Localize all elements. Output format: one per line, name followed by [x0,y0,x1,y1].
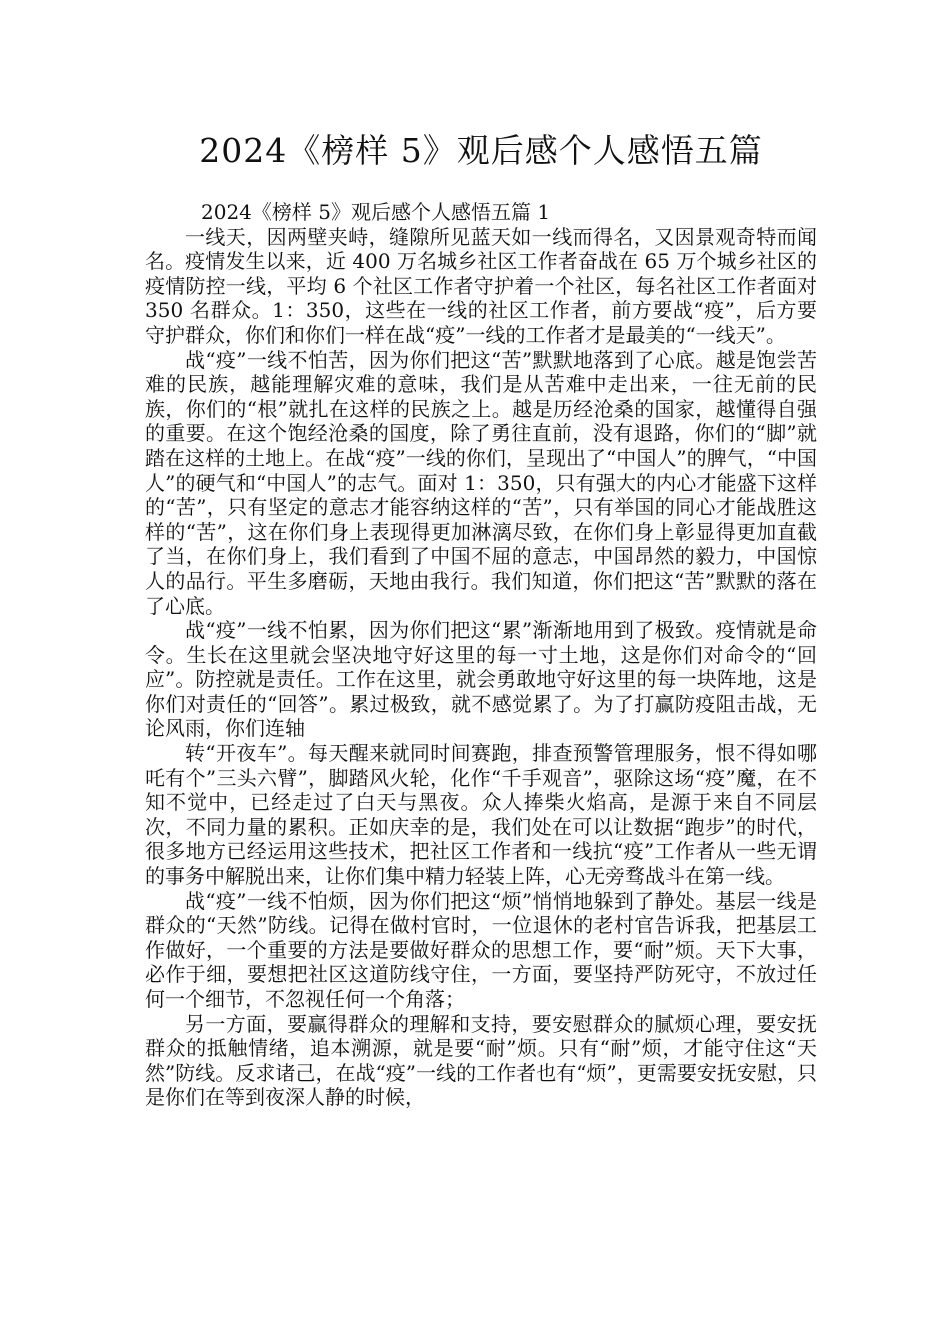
paragraph: 战“疫”一线不怕苦，因为你们把这“苦”默默地落到了心底。越是饱尝苦难的民族，越能理解灾难的意味，我们是从苦难中走出来，一往无前的民族，你们的“根”就扎在这样的民族之上。越是历经沧桑的国家，越懂得自强的重要。在这个饱经沧桑的国度，除了勇往直前，没有退路，你们的“脚”就踏在这样的土地上。在战“疫”一线的你们，呈现出了“中国人”的脾气，“中国人”的硬气和“中国人”的志气。面对 1：350，只有强大的内心才能盛下这样的“苦”，只有坚定的意志才能容纳这样的“苦”，只有举国的同心才能战胜这样的“苦”，这在你们身上表现得更加淋漓尽致，在你们身上彰显得更加直截了当，在你们身上，我们看到了中国不屈的意志，中国昂然的毅力，中国惊人的品行。平生多磨砺，天地由我行。我们知道，你们把这“苦”默默的落在了心底。 [145,347,817,618]
paragraph: 转“开夜车”。每天醒来就同时间赛跑，排查预警管理服务，恨不得如哪吒有个”三头六臂”，脚踏风火轮，化作“千手观音”，驱除这场“疫”魔，在不知不觉中，已经走过了白天与黑夜。众人捧柴火焰高，是源于来自不同层次，不同力量的累积。正如庆幸的是，我们处在可以让数据“跑步”的时代，很多地方已经运用这些技术，把社区工作者和一线抗“疫”工作者从一些无谓的事务中解脱出来，让你们集中精力轻装上阵，心无旁骛战斗在第一线。 [145,741,817,889]
paragraph: 另一方面，要赢得群众的理解和支持，要安慰群众的腻烦心理，要安抚群众的抵触情绪，追本溯源，就是要“耐”烦。只有“耐”烦，才能守住这“天然”防线。反求诸己，在战“疫”一线的工作者也有“烦”，更需要安抚安慰，只是你们在等到夜深人静的时候， [145,1011,817,1110]
paragraph: 战“疫”一线不怕烦，因为你们把这“烦”悄悄地躲到了静处。基层一线是群众的“天然”防线。记得在做村官时，一位退休的老村官告诉我，把基层工作做好，一个重要的方法是要做好群众的思想工作，要“耐”烦。天下大事，必作于细，要想把社区这道防线守住，一方面，要坚持严防死守，不放过任何一个细节，不忽视任何一个角落； [145,888,817,1011]
section-heading: 2024《榜样 5》观后感个人感悟五篇 1 [201,200,551,224]
document-page [145,0,817,1344]
paragraph: 战“疫”一线不怕累，因为你们把这“累”渐渐地用到了极致。疫情就是命令。生长在这里就会坚决地守好这里的每一寸土地，这是你们对命令的“回应”。防控就是责任。工作在这里，就会勇敢地守好这里的每一块阵地，这是你们对责任的“回答”。累过极致，就不感觉累了。为了打赢防疫阻击战，无论风雨，你们连轴 [145,618,817,741]
document-body [145,200,817,1110]
document-title: 2024《榜样 5》观后感个人感悟五篇 [199,131,763,170]
paragraph: 一线天，因两壁夹峙，缝隙所见蓝天如一线而得名，又因景观奇特而闻名。疫情发生以来，近 400 万名城乡社区工作者奋战在 65 万个城乡社区的疫情防控一线，平均 6 个社区工作者守护着一个社区，每名社区工作者面对 350 名群众。1：350，这些在一线的社区工作者，前方要战“疫”，后方要守护群众，你们和你们一样在战“疫”一线的工作者才是最美的“一线天”。 [145,224,817,347]
